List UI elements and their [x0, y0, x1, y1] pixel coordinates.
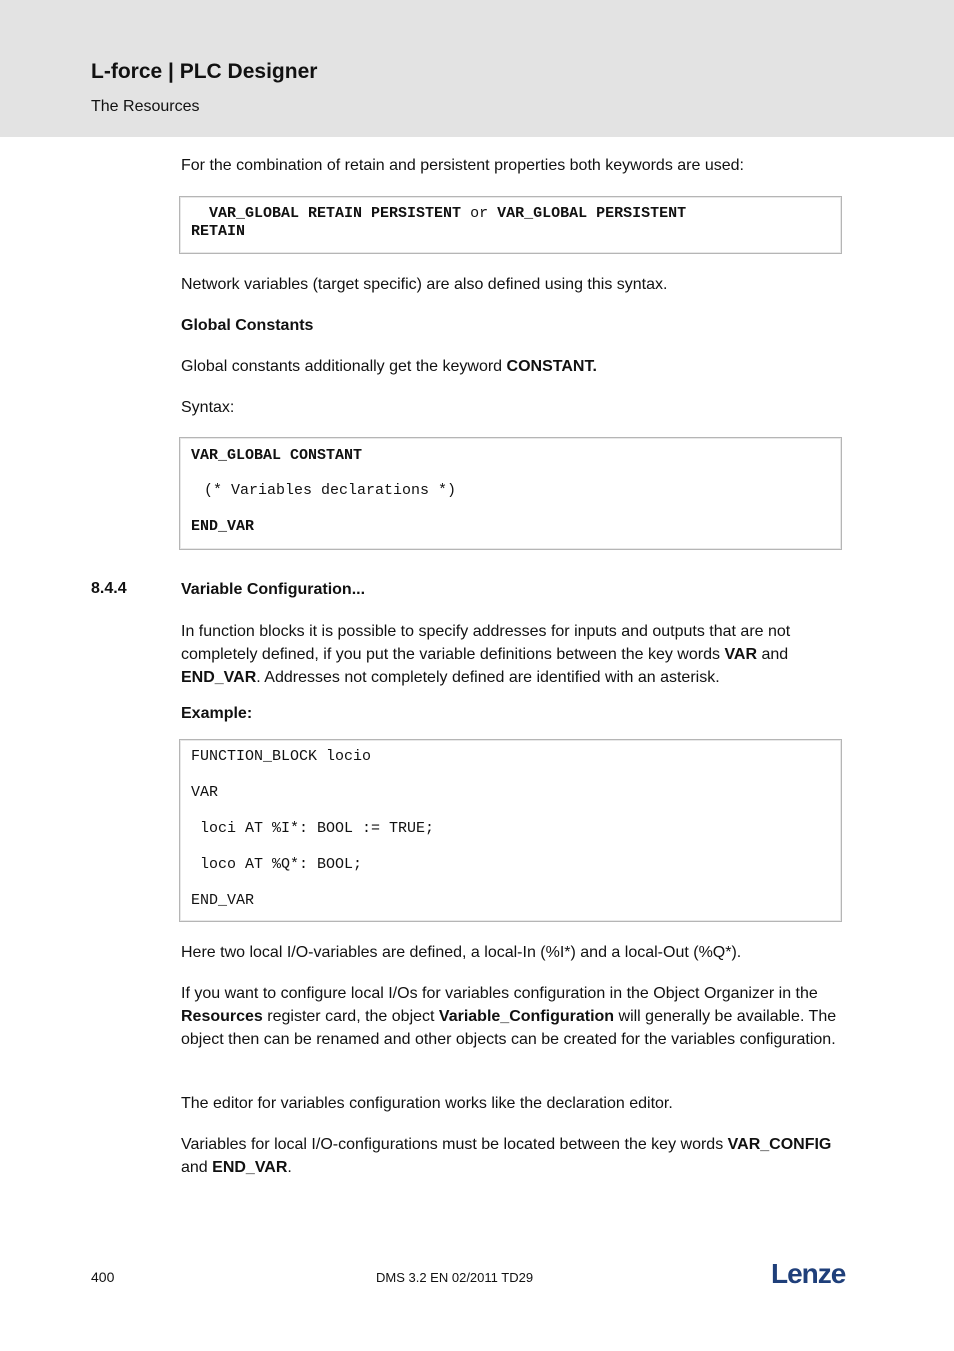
- section-number: 8.4.4: [91, 580, 127, 597]
- code-line: VAR_GLOBAL CONSTANT: [191, 447, 363, 464]
- code-line: END_VAR: [191, 892, 255, 909]
- code-line: loco AT %Q*: BOOL;: [191, 856, 363, 873]
- global-constants-heading: Global Constants: [181, 317, 314, 334]
- page-number: 400: [91, 1269, 115, 1285]
- code-line: VAR_GLOBAL RETAIN PERSISTENT or VAR_GLOBAL PERSISTENT: [209, 205, 687, 222]
- section-heading: Variable Configuration...: [181, 581, 366, 598]
- global-constants-paragraph: Global constants additionally get the keyword CONSTANT.: [181, 358, 597, 375]
- editor-paragraph: The editor for variables configuration works like the declaration editor.: [181, 1095, 673, 1112]
- document-id: DMS 3.2 EN 02/2011 TD29: [376, 1270, 534, 1285]
- code-line: (* Variables declarations *): [204, 482, 457, 499]
- var-config-paragraph: Variables for local I/O-configurations must be located between the key words VAR_CONFIG and END_VAR.: [181, 1136, 832, 1176]
- network-variables-paragraph: Network variables (target specific) are also defined using this syntax.: [181, 276, 668, 293]
- code-line: loci AT %I*: BOOL := TRUE;: [191, 820, 435, 837]
- combination-paragraph: For the combination of retain and persistent properties both keywords are used:: [181, 157, 744, 174]
- configure-local-io-paragraph: If you want to configure local I/Os for variables configuration in the Object Organizer in the Resources register card, the object Variable_Configuration will generally be available. The object then can be renamed and other objects can be created for the variables configuration.: [181, 985, 837, 1048]
- lenze-logo: Lenze: [771, 1258, 846, 1289]
- function-blocks-paragraph: In function blocks it is possible to specify addresses for inputs and outputs that are not completely defined, if you put the variable definitions between the key words VAR and END_VAR. Addresses not completely defined are identified with an asterisk.: [181, 623, 791, 686]
- code-line: FUNCTION_BLOCK locio: [191, 748, 372, 765]
- page-header: [0, 0, 954, 137]
- chapter-subtitle: The Resources: [91, 98, 200, 115]
- code-line: END_VAR: [191, 518, 255, 535]
- code-block-retain-persistent: [179, 196, 842, 254]
- syntax-label: Syntax:: [181, 399, 235, 416]
- code-line: RETAIN: [191, 223, 246, 240]
- document-title: L-force | PLC Designer: [91, 60, 318, 83]
- code-block-global-constant: [179, 437, 842, 550]
- local-io-paragraph: Here two local I/O-variables are defined, a local-In (%I*) and a local-Out (%Q*).: [181, 944, 742, 961]
- code-block-example: [179, 739, 842, 922]
- code-line: VAR: [191, 784, 219, 801]
- example-label: Example:: [181, 705, 253, 722]
